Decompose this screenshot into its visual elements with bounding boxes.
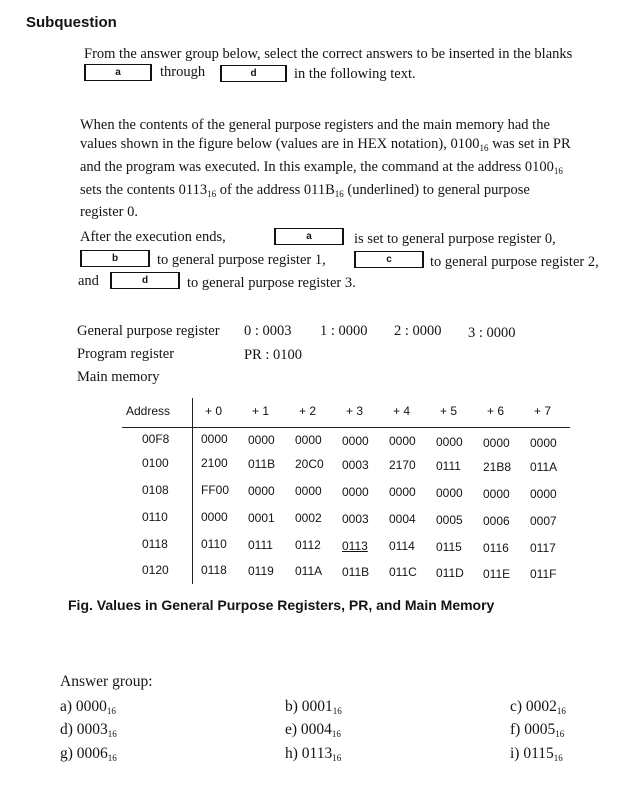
answer-radix: 16 (106, 706, 116, 716)
memory-cell: 21B8 (483, 459, 512, 474)
offset-header: + 4 (393, 404, 411, 418)
answer-key: e) (285, 721, 301, 738)
answer-option (285, 745, 341, 763)
answer-key: a) (60, 698, 76, 715)
answer-key: c) (510, 698, 526, 715)
memory-cell: 0118 (201, 563, 227, 577)
memory-cell: 0000 (483, 435, 510, 450)
answer-option (285, 698, 342, 716)
memory-cell: 0007 (530, 514, 557, 529)
answer-group-label: Answer group: (60, 673, 153, 690)
offset-header: + 1 (252, 404, 270, 418)
answer-option (510, 745, 563, 763)
pr-value: PR : 0100 (244, 347, 303, 363)
memory-cell: 0000 (295, 433, 322, 448)
blank-a-body: a (274, 228, 344, 245)
memory-cell: 0111 (436, 459, 461, 473)
memory-cell: 0000 (342, 433, 369, 448)
answer-value: 0001 (301, 698, 333, 715)
memory-cell: 011C (389, 565, 417, 580)
intro-tail: in the following text. (294, 66, 416, 82)
memory-cell: 0000 (201, 510, 228, 524)
memory-cell: 011B (248, 456, 276, 471)
memory-cell: 0000 (530, 487, 557, 502)
answer-radix: 16 (555, 729, 565, 739)
memory-cell: 011A (530, 460, 558, 475)
offset-header: + 2 (299, 404, 317, 418)
memory-cell: 0114 (389, 539, 415, 554)
memory-cell: FF00 (201, 483, 230, 497)
offset-header: + 5 (440, 404, 458, 418)
gpr-value-0: 0 : 0003 (244, 323, 292, 339)
memory-cell: 0001 (248, 510, 275, 525)
answer-option (510, 698, 566, 716)
row-address: 0120 (142, 563, 169, 577)
memory-cell: 0119 (248, 563, 274, 578)
answer-value: 0003 (76, 721, 108, 738)
blank-b-body: b (80, 250, 150, 267)
memory-cell: 0000 (389, 434, 416, 449)
body-line-6-post: is set to general purpose register 0, (354, 231, 556, 247)
memory-cell: 0111 (248, 537, 273, 552)
blank-d-body: d (110, 272, 180, 289)
body-line-6-pre: After the execution ends, (80, 229, 226, 245)
body-line-2: values shown in the figure below (values are in HEX notation), $0100_{16}$ was set in PR (80, 136, 571, 153)
answer-key: i) (510, 745, 524, 762)
answer-option (510, 721, 564, 739)
body-line-8-post: to general purpose register 3. (187, 275, 356, 291)
answer-radix: 16 (331, 729, 341, 739)
answer-radix: 16 (332, 706, 342, 716)
answer-key: g) (60, 745, 77, 762)
intro-through: through (160, 64, 206, 80)
answer-value: 0004 (300, 721, 332, 738)
answer-value: 0115 (523, 745, 554, 762)
memory-cell: 0003 (342, 511, 369, 526)
memory-cell: 2170 (389, 458, 416, 473)
blank-d: d (220, 65, 287, 82)
body-line-1: When the contents of the general purpose registers and the main memory had the (80, 117, 550, 133)
answer-option (60, 721, 117, 739)
answer-option (60, 698, 116, 716)
answer-option (285, 721, 341, 739)
blank-a: a (84, 64, 152, 81)
memory-cell: 20C0 (295, 457, 324, 472)
row-address: 0110 (142, 510, 168, 524)
memory-cell: 011F (530, 567, 557, 582)
offset-header: + 0 (205, 404, 223, 418)
blank-c-body: c (354, 251, 424, 268)
row-address: 0108 (142, 483, 169, 497)
memory-cell: 0000 (436, 486, 463, 500)
address-header: Address (126, 404, 171, 418)
memory-cell: 0115 (436, 540, 462, 554)
memory-cell: 0110 (201, 537, 227, 551)
memory-cell: 0002 (295, 511, 322, 526)
answer-key: h) (285, 745, 302, 762)
answer-radix: 16 (107, 729, 117, 739)
body-line-4: sets the contents $0113_{16}$ of the address $011B_{16}$ (underlined) to general purpose (80, 182, 530, 199)
gpr-value-3: 3 : 0000 (468, 325, 516, 341)
row-address: 0118 (142, 537, 168, 551)
memory-cell: 0000 (201, 432, 228, 446)
memory-cell: 011A (295, 564, 323, 579)
gpr-value-1: 1 : 0000 (320, 323, 368, 339)
section-heading: Subquestion (26, 14, 117, 31)
offset-header: + 6 (487, 404, 505, 418)
table-horizontal-rule (122, 427, 570, 428)
body-line-7-mid: to general purpose register 1, (157, 252, 326, 268)
memory-cell: 0000 (248, 483, 275, 498)
memory-cell: 0000 (530, 436, 557, 451)
memory-cell: 0000 (248, 432, 275, 447)
row-address: 0100 (142, 456, 169, 470)
answer-option (60, 745, 117, 763)
memory-cell: 0000 (436, 435, 463, 449)
row-address: 00F8 (142, 432, 170, 446)
memory-cell: 0000 (483, 486, 510, 501)
answer-value: 0005 (524, 721, 556, 738)
figure-caption: Fig. Values in General Purpose Registers, PR, and Main Memory (68, 597, 495, 613)
body-line-5: register 0. (80, 204, 138, 220)
answer-value: 0006 (76, 745, 108, 762)
pr-label: Program register (77, 346, 175, 362)
answer-radix: 16 (332, 753, 342, 763)
memory-cell: 0112 (295, 538, 321, 553)
memory-cell: 0004 (389, 512, 416, 527)
answer-key: b) (285, 698, 302, 715)
memory-cell: 0116 (483, 540, 509, 555)
memory-cell: 0006 (483, 513, 510, 528)
memory-cell: 0000 (342, 484, 369, 499)
gpr-label: General purpose register (77, 323, 220, 339)
memory-cell: 0003 (342, 457, 369, 472)
intro-line: From the answer group below, select the correct answers to be inserted in the blanks (84, 46, 573, 62)
memory-cell: 0113 (342, 538, 368, 553)
answer-value: 0113 (301, 745, 333, 762)
memory-cell: 2100 (201, 456, 228, 470)
memory-cell: 011D (436, 566, 464, 580)
gpr-value-2: 2 : 0000 (394, 323, 442, 339)
body-line-3: and the program was executed. In this example, the command at the address $0100_{16}$ (80, 159, 563, 176)
body-line-7-post: to general purpose register 2, (430, 254, 599, 270)
answer-value: 0000 (75, 698, 107, 715)
answer-radix: 16 (556, 706, 566, 716)
body-line-8-pre: and (78, 273, 99, 289)
memory-cell: 011B (342, 564, 370, 579)
memory-cell: 0005 (436, 513, 463, 527)
answer-value: 0002 (525, 698, 557, 715)
memory-cell: 0000 (389, 485, 416, 500)
memory-cell: 0117 (530, 541, 556, 556)
table-vertical-rule (192, 398, 193, 584)
offset-header: + 7 (534, 404, 552, 418)
memory-cell: 011E (483, 566, 511, 581)
answer-radix: 16 (107, 753, 117, 763)
offset-header: + 3 (346, 404, 364, 418)
answer-key: d) (60, 721, 77, 738)
memory-cell: 0000 (295, 484, 322, 499)
memory-label: Main memory (77, 369, 160, 385)
answer-radix: 16 (553, 753, 563, 763)
answer-key: f) (510, 721, 525, 738)
